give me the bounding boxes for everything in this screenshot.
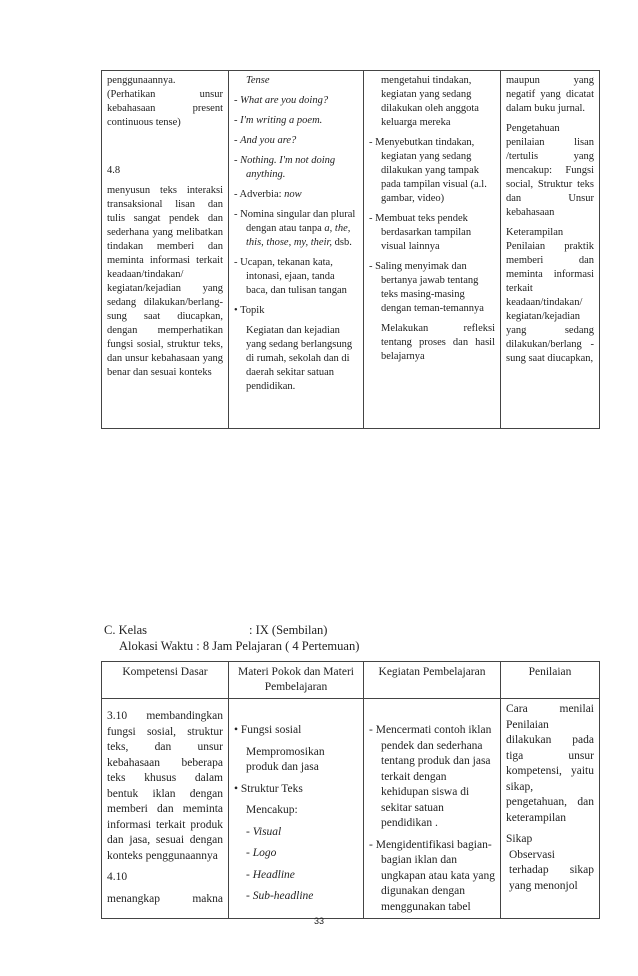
kd-3-10: 3.10 membandingkan fungsi sosial, struktur teks, dan unsur kebahasaan beberapa teks khusus dalam bentuk iklan dengan memberi dan meminta informasi terkait produk dan jasa, sesuai dengan konteks penggunaannya bbox=[107, 710, 223, 862]
penilaian-pengetahuan: Pengetahuan penilaian lisan /tertulis yang mencakup: Fungsi social, Struktur teks dan Unsur kebahasaan bbox=[506, 123, 594, 218]
kegiatan-item: - Membuat teks pendek berdasarkan tampilan visual lainnya bbox=[369, 213, 472, 252]
kd-text: menyusun teks interaksi transaksional lisan dan tulis sangat pendek dan sederhana yang melibatkan tindakan memberi dan meminta informasi terkait keadaan/tindakan/ kegiatan/kejadian yang sedang dilakukan/berlang-sung saat diucapkan, dengan memperhatikan fungsi sosial, struktur teks, dan unsur kebahasaan yang benar dan sesuai konteks bbox=[107, 185, 223, 378]
kegiatan-item: - Saling menyimak dan bertanya jawab tentang teks masing-masing dengan teman-temannya bbox=[369, 261, 484, 314]
kelas-line bbox=[104, 622, 359, 638]
kegiatan-item: - Mengidentifikasi bagian-bagian iklan dan ungkapan atau kata yang digunakan dengan menggunakan tabel bbox=[369, 838, 495, 913]
struktur-part: - Headline bbox=[246, 868, 295, 881]
header-penilaian: Penilaian bbox=[501, 662, 600, 699]
adverbia-item: - Adverbia: now bbox=[234, 189, 302, 200]
fungsi-label: • Fungsi sosial bbox=[234, 724, 302, 736]
syllabus-table-continued bbox=[101, 70, 600, 429]
kelas-label: C. Kelas bbox=[104, 623, 148, 637]
kd-cell bbox=[102, 71, 229, 429]
penilaian-keterampilan: Keterampilan Penilaian praktik memberi dan meminta informasi terkait keadaan/tindakan/ kegiatan/kejadian yang sedang dilakukan/berlang -sung saat diucapkan, bbox=[506, 227, 594, 364]
kd-number: 4.10 bbox=[107, 871, 128, 883]
topik-label: • Topik bbox=[234, 305, 265, 316]
example-item: - Nothing. I'm not doing anything. bbox=[234, 155, 336, 180]
struktur-text: Mencakup: bbox=[246, 804, 298, 816]
kd-4-10: menangkap makna bbox=[107, 892, 223, 905]
materi-cell bbox=[229, 699, 364, 919]
header-kompetensi-dasar: Kompetensi Dasar bbox=[102, 662, 229, 699]
example-item: - I'm writing a poem. bbox=[234, 115, 323, 126]
kd-number: 4.8 bbox=[107, 165, 121, 176]
kegiatan-cell bbox=[364, 71, 501, 429]
kegiatan-cell bbox=[364, 699, 501, 919]
struktur-part: - Logo bbox=[246, 847, 277, 859]
syllabus-table-kelas-ix bbox=[101, 661, 600, 919]
materi-cell bbox=[229, 71, 364, 429]
ucapan-item: - Ucapan, tekanan kata, intonasi, ejaan, tanda baca, dan tulisan tangan bbox=[234, 257, 347, 296]
cara-menilai: Cara menilai Penilaian dilakukan pada tiga unsur kompetensi, yaitu sikap, pengetahuan, dan keterampilan bbox=[506, 703, 594, 824]
section-heading bbox=[104, 622, 359, 654]
alokasi-line: Alokasi Waktu : 8 Jam Pelajaran ( 4 Pertemuan) bbox=[119, 639, 360, 653]
header-kegiatan: Kegiatan Pembelajaran bbox=[364, 662, 501, 699]
observasi-text: Observasi terhadap sikap yang menonjol bbox=[509, 848, 594, 892]
kegiatan-item: - Mencermati contoh iklan pendek dan sederhana tentang produk dan jasa terkait dengan kehidupan siswa di sekitar satuan pendidikan . bbox=[369, 724, 492, 829]
struktur-part: - Visual bbox=[246, 825, 282, 838]
kd-cell bbox=[102, 699, 229, 919]
refleksi-text: Melakukan refleksi tentang proses dan hasil belajarnya bbox=[381, 323, 495, 362]
kelas-value: : IX (Sembilan) bbox=[249, 623, 328, 637]
fungsi-text: Mempromosikan produk dan jasa bbox=[246, 745, 325, 773]
header-materi: Materi Pokok dan Materi Pembelajaran bbox=[229, 662, 364, 699]
struktur-label: • Struktur Teks bbox=[234, 782, 303, 795]
topik-text: Kegiatan dan kejadian yang sedang berlangsung di rumah, sekolah dan di daerah sekitar satuan pendidikan. bbox=[246, 325, 353, 392]
nomina-item: - Nomina singular dan plural dengan atau tanpa a, the, this, those, my, their, dsb. bbox=[234, 209, 356, 248]
sikap-label: Sikap bbox=[506, 833, 533, 845]
page-number: 33 bbox=[313, 916, 324, 926]
tense-label: Tense bbox=[246, 75, 270, 86]
penilaian-cell bbox=[501, 71, 600, 429]
penilaian-intro: maupun yang negatif yang dicatat dalam buku jurnal. bbox=[506, 75, 594, 114]
kd-intro: penggunaannya. bbox=[107, 75, 176, 86]
example-item: - What are you doing? bbox=[234, 95, 329, 106]
kegiatan-intro: mengetahui tindakan, kegiatan yang sedang dilakukan oleh anggota keluarga mereka bbox=[381, 75, 479, 128]
kegiatan-item: - Menyebutkan tindakan, kegiatan yang sedang dilakukan yang tampak pada tampilan visual (a.l. gambar, video) bbox=[369, 137, 487, 204]
kd-note: (Perhatikan unsur kebahasaan present continuous tense) bbox=[107, 89, 223, 128]
example-item: - And you are? bbox=[234, 135, 297, 146]
struktur-part: - Sub-headline bbox=[246, 890, 314, 902]
penilaian-cell bbox=[501, 699, 600, 919]
